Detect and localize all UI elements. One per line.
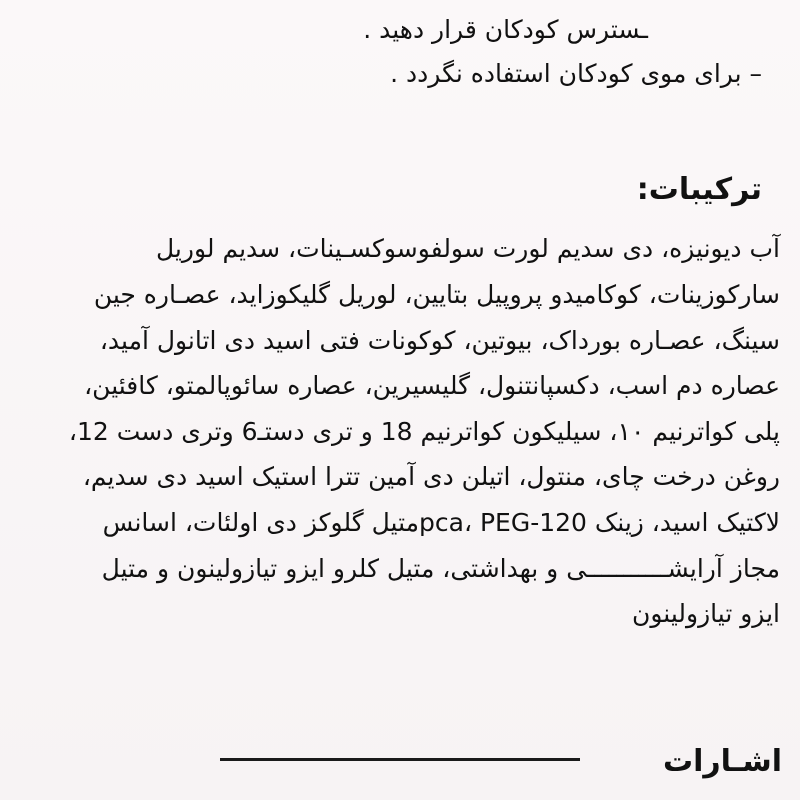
horizontal-rule (220, 758, 580, 761)
warning-line-2: – برای موی کودکان استفاده نگردد . (390, 59, 762, 88)
ingredients-heading: ترکیبات: (636, 172, 762, 207)
ingredients-line: مجاز آرایشـــــــــــی و بهداشتی، متیل کلرو ایزو تیازولینون و متیل (101, 554, 780, 583)
warning-line-1: ـسترس کودکان قرار دهید . (363, 15, 648, 44)
ingredients-line: پلی کواترنیم ۱۰، سیلیکون کواترنیم 18 و تری دستـ6 وتری دست 12، (68, 417, 780, 446)
ingredients-line: آب دیونیزه، دی سدیم لورت سولفوسوکسـینات، سدیم لوریل (156, 234, 780, 263)
ingredients-line: لاکتیک اسید، زینک pca، PEG-120متیل گلوکز دی اولئات، اسانس (102, 508, 780, 537)
ingredients-line: روغن درخت چای، منتول، اتیلن دی آمین تترا استیک اسید دی سدیم، (82, 462, 780, 491)
ingredients-line: سارکوزینات، کوکامیدو پروپیل بتایین، لوریل گلیکوزاید، عصـاره جین (93, 280, 780, 309)
ingredients-line: ایزو تیازولینون (632, 599, 780, 628)
cut-off-section-heading: اشـارات (662, 744, 782, 779)
ingredients-line: عصاره دم اسب، دکسپانتنول، گلیسیرین، عصاره سائوپالمتو، کافئین، (84, 371, 780, 400)
ingredients-line: سینگ، عصـاره بورداک، بیوتین، کوکونات فتی اسید دی اتانول آمید، (99, 326, 780, 355)
